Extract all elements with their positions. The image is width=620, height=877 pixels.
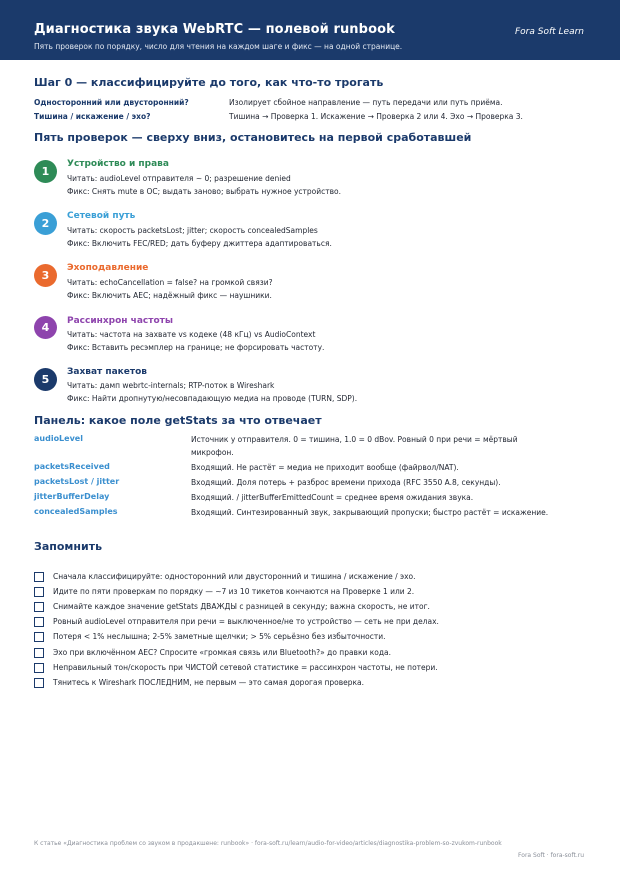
stat-field-name: packetsLost / jitter <box>34 477 120 486</box>
step-read: Читать: скорость packetsLost; jitter; скорость concealedSamples <box>67 226 318 235</box>
step-number-badge: 4 <box>34 316 57 339</box>
step-number-badge: 2 <box>34 212 57 235</box>
step-fix: Фикс: Снять mute в ОС; выдать заново; выбрать нужное устройство. <box>67 187 341 196</box>
checklist-item: Ровный audioLevel отправителя при речи = выключенное/не то устройство — сеть не при делах. <box>53 617 439 626</box>
step0-value: Изолирует сбойное направление — путь передачи или путь приёма. <box>229 98 503 107</box>
step-fix: Фикс: Включить AEC; надёжный фикс — наушники. <box>67 291 272 300</box>
stat-field-name: jitterBufferDelay <box>34 492 110 501</box>
step-read: Читать: echoCancellation = false? на громкой связи? <box>67 278 273 287</box>
checklist-checkbox[interactable] <box>34 632 44 642</box>
footer-source-link[interactable]: К статье «Диагностика проблем со звуком в продакшене: runbook» · fora-soft.ru/learn/audio-for-video/articles/diagnostika-problem-so-zvukom-runbook <box>34 840 502 847</box>
checklist-item: Снимайте каждое значение getStats ДВАЖДЫ с разницей в секунду; важна скорость, не итог. <box>53 602 430 611</box>
footer-brand: Fora Soft · fora-soft.ru <box>518 852 584 859</box>
checklist-item: Эхо при включённом AEC? Спросите «громкая связь или Bluetooth?» до правки кода. <box>53 648 392 657</box>
checklist-item: Неправильный тон/скорость при ЧИСТОЙ сетевой статистике = рассинхрон частоты, не потери. <box>53 663 438 672</box>
checks-heading: Пять проверок — сверху вниз, остановитесь на первой сработавшей <box>34 131 472 144</box>
stat-field-name: concealedSamples <box>34 507 118 516</box>
step-title: Сетевой путь <box>67 211 136 221</box>
page-title: Диагностика звука WebRTC — полевой runbook <box>34 22 395 37</box>
checklist-checkbox[interactable] <box>34 602 44 612</box>
step-title: Устройство и права <box>67 159 169 169</box>
stat-field-desc: Входящий. Не растёт = медиа не приходит вообще (файрвол/NAT). <box>191 463 459 472</box>
checklist-checkbox[interactable] <box>34 572 44 582</box>
stat-field-desc: Входящий. Синтезированный звук, закрывающий пропуски; быстро растёт = искажение. <box>191 508 549 517</box>
remember-heading: Запомнить <box>34 540 103 553</box>
checklist-checkbox[interactable] <box>34 648 44 658</box>
step-title: Захват пакетов <box>67 367 147 377</box>
stat-field-desc: Входящий. Доля потерь + разброс времени прихода (RFC 3550 A.8, секунды). <box>191 478 501 487</box>
stat-field-desc: Источник у отправителя. 0 = тишина, 1.0 = 0 dBov. Ровный 0 при речи = мёртвый микрофон. <box>191 435 518 457</box>
step0-key: Тишина / искажение / эхо? <box>34 112 151 121</box>
step-read: Читать: частота на захвате vs кодеке (48 кГц) vs AudioContext <box>67 330 316 339</box>
step-number-badge: 5 <box>34 368 57 391</box>
checklist-item: Идите по пяти проверкам по порядку — ~7 из 10 тикетов кончаются на Проверке 1 или 2. <box>53 587 415 596</box>
step-fix: Фикс: Вставить ресэмплер на границе; не форсировать частоту. <box>67 343 325 352</box>
step-fix: Фикс: Найти дропнутую/несовпадающую медиа на проводе (TURN, SDP). <box>67 394 358 403</box>
panel-heading: Панель: какое поле getStats за что отвечает <box>34 414 322 427</box>
brand-label: Fora Soft Learn <box>514 27 584 37</box>
step-number-badge: 1 <box>34 160 57 183</box>
page-subtitle: Пять проверок по порядку, число для чтения на каждом шаге и фикс — на одной странице. <box>34 42 403 51</box>
step-number-badge: 3 <box>34 264 57 287</box>
checklist-item: Тянитесь к Wireshark ПОСЛЕДНИМ, не первым — это самая дорогая проверка. <box>53 678 365 687</box>
checklist-item: Потеря < 1% неслышна; 2-5% заметные щелчки; > 5% серьёзно без избыточности. <box>53 632 386 641</box>
stat-field-desc: Входящий. / jitterBufferEmittedCount = среднее время ожидания звука. <box>191 493 474 502</box>
stat-field-name: packetsReceived <box>34 462 110 471</box>
header-banner <box>0 0 620 60</box>
step0-value: Тишина → Проверка 1. Искажение → Проверка 2 или 4. Эхо → Проверка 3. <box>229 112 523 121</box>
step-read: Читать: audioLevel отправителя ~ 0; разрешение denied <box>67 174 291 183</box>
step0-heading: Шаг 0 — классифицируйте до того, как что-то трогать <box>34 76 384 89</box>
step-fix: Фикс: Включить FEC/RED; дать буферу джиттера адаптироваться. <box>67 239 332 248</box>
step-title: Эхоподавление <box>67 263 149 273</box>
checklist-item: Сначала классифицируйте: односторонний или двусторонний и тишина / искажение / эхо. <box>53 572 416 581</box>
checklist-checkbox[interactable] <box>34 678 44 688</box>
stat-field-name: audioLevel <box>34 434 83 443</box>
checklist-checkbox[interactable] <box>34 617 44 627</box>
step-title: Рассинхрон частоты <box>67 316 173 326</box>
step-read: Читать: дамп webrtc-internals; RTP-поток в Wireshark <box>67 381 275 390</box>
step0-key: Односторонний или двусторонний? <box>34 98 189 107</box>
checklist-checkbox[interactable] <box>34 663 44 673</box>
checklist-checkbox[interactable] <box>34 587 44 597</box>
